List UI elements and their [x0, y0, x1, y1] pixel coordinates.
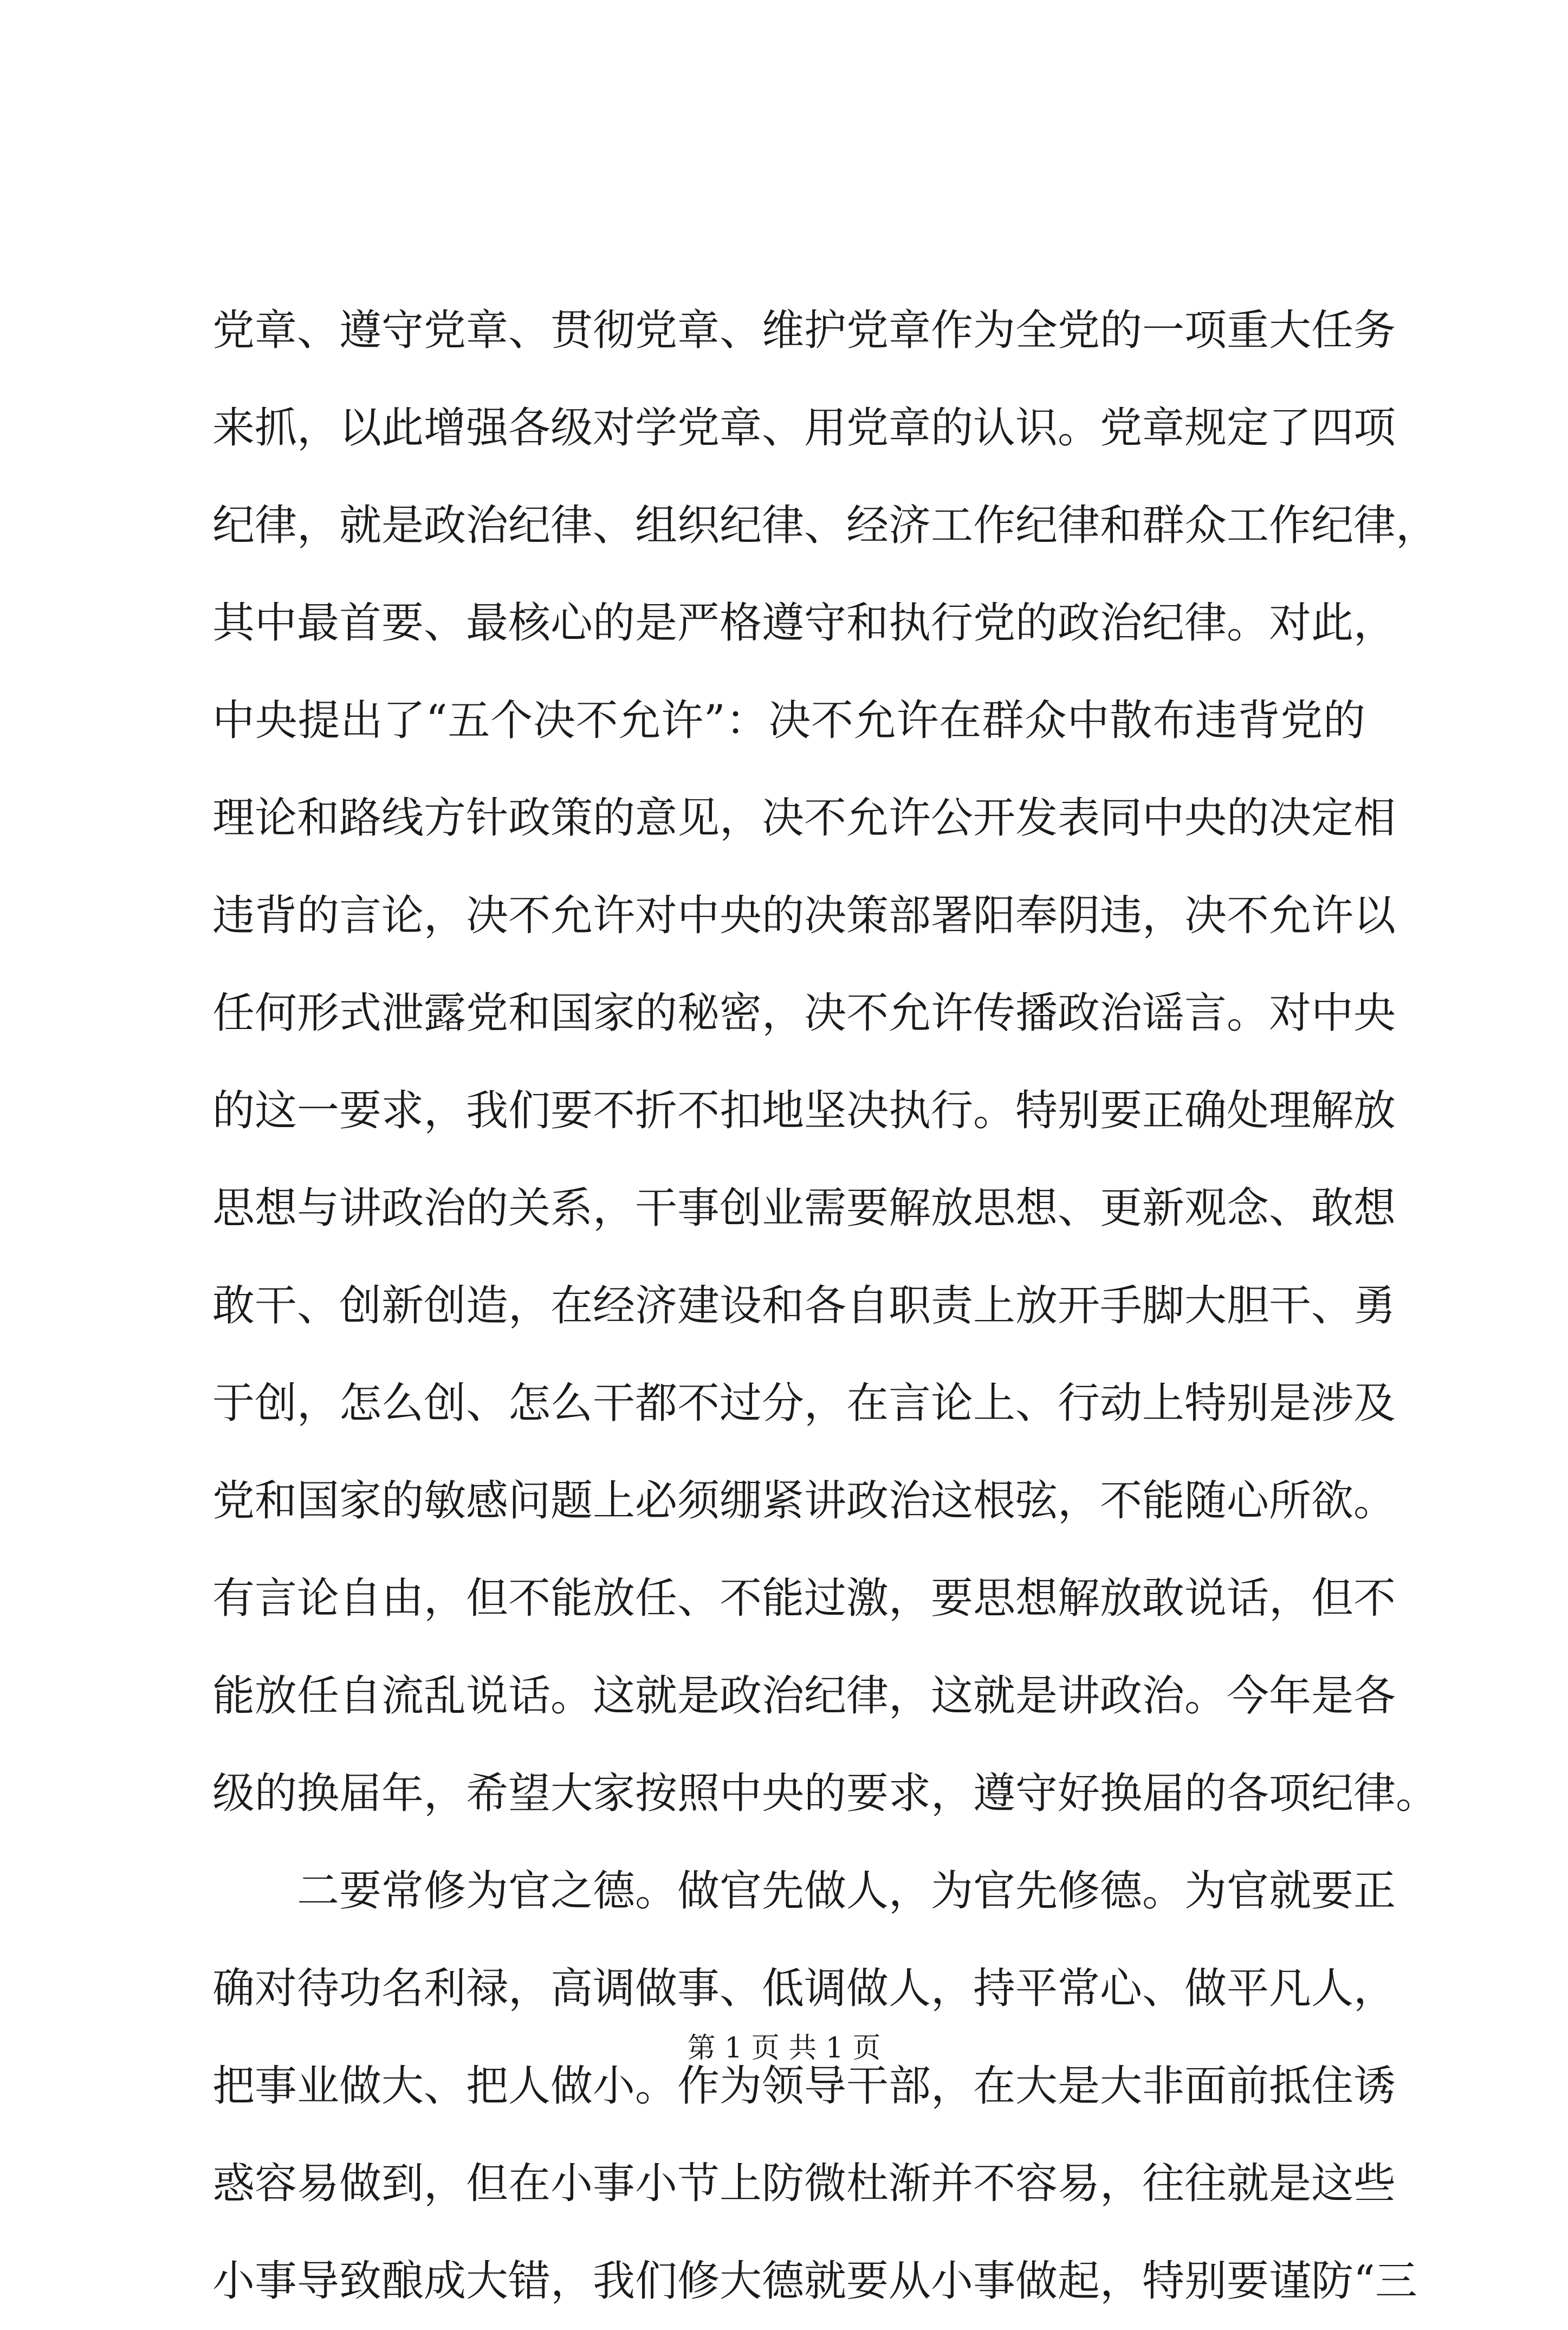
text-line: 任何形式泄露党和国家的秘密，决不允许传播政治谣言。对中央 — [212, 989, 1396, 1038]
text-line: 其中最首要、最核心的是严格遵守和执行党的政治纪律。对此， — [212, 599, 1396, 648]
text-line: 能放任自流乱说话。这就是政治纪律，这就是讲政治。今年是各 — [212, 1672, 1396, 1720]
page-number-label: 第 1 页 共 1 页 — [687, 2032, 881, 2064]
text-line: 中央提出了“五个决不允许”：决不允许在群众中散布违背党的 — [212, 696, 1365, 745]
text-line: 违背的言论，决不允许对中央的决策部署阳奉阴违，决不允许以 — [212, 891, 1396, 940]
page-footer — [0, 2027, 1568, 2070]
text-line: 确对待功名利禄，高调做事、低调做人，持平常心、做平凡人， — [212, 1964, 1396, 2013]
body-text — [212, 282, 1439, 2330]
text-line: 纪律，就是政治纪律、组织纪律、经济工作纪律和群众工作纪律， — [212, 501, 1439, 550]
text-line: 思想与讲政治的关系，干事创业需要解放思想、更新观念、敢想 — [212, 1184, 1396, 1233]
text-line: 小事导致酿成大错，我们修大德就要从小事做起，特别要谨防“三 — [212, 2257, 1417, 2306]
text-line: 惑容易做到，但在小事小节上防微杜渐并不容易，往往就是这些 — [212, 2159, 1396, 2208]
text-line: 理论和路线方针政策的意见，决不允许公开发表同中央的决定相 — [212, 794, 1396, 843]
text-line: 敢干、创新创造，在经济建设和各自职责上放开手脚大胆干、勇 — [212, 1282, 1396, 1330]
text-line: 于创，怎么创、怎么干都不过分，在言论上、行动上特别是涉及 — [212, 1379, 1396, 1428]
text-line: 把事业做大、把人做小。作为领导干部，在大是大非面前抵住诱 — [212, 2062, 1396, 2111]
text-line: 级的换届年，希望大家按照中央的要求，遵守好换届的各项纪律。 — [212, 1769, 1439, 1818]
paragraph-start-line: 二要常修为官之德。做官先做人，为官先修德。为官就要正 — [297, 1867, 1396, 1915]
text-line: 党和国家的敏感问题上必须绷紧讲政治这根弦，不能随心所欲。 — [212, 1477, 1396, 1525]
text-line: 来抓，以此增强各级对学党章、用党章的认识。党章规定了四项 — [212, 404, 1396, 452]
text-line: 党章、遵守党章、贯彻党章、维护党章作为全党的一项重大任务 — [212, 306, 1396, 355]
text-line: 有言论自由，但不能放任、不能过激，要思想解放敢说话，但不 — [212, 1574, 1396, 1623]
text-line: 的这一要求，我们要不折不扣地坚决执行。特别要正确处理解放 — [212, 1086, 1396, 1135]
